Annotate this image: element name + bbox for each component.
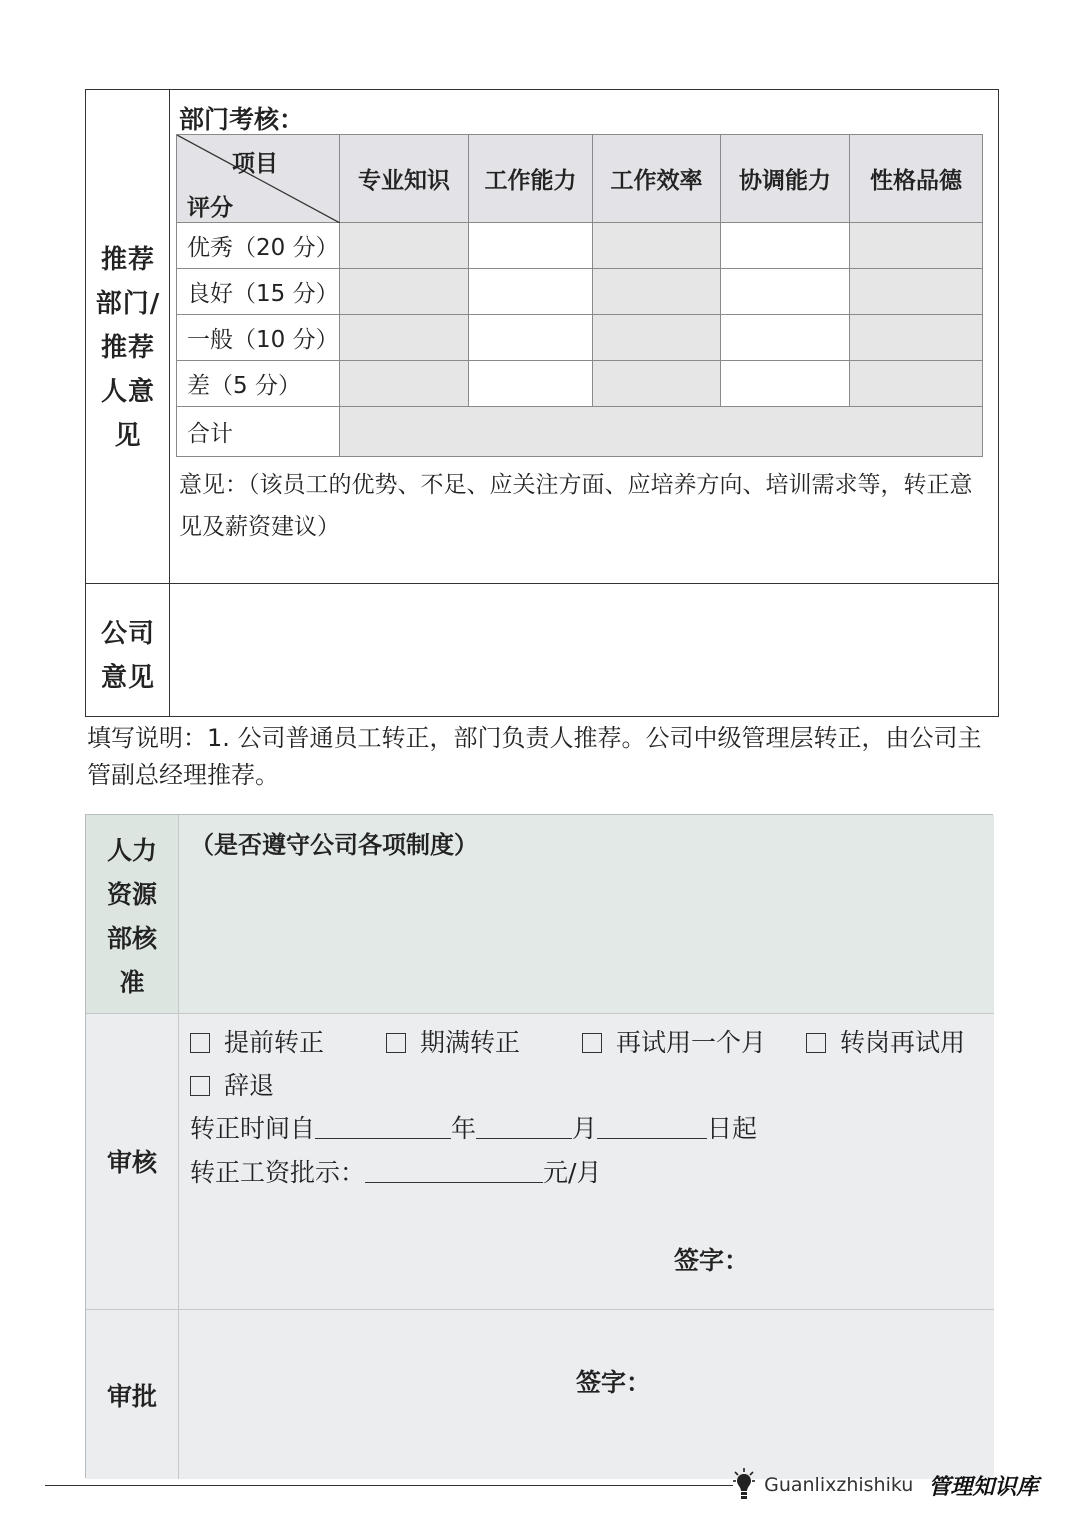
score-cell[interactable]: [850, 315, 983, 361]
day-field[interactable]: [597, 1116, 707, 1139]
hr-approval-label: 人力 资源 部核 准: [106, 836, 157, 997]
option-early-regularization[interactable]: [190, 1023, 324, 1059]
month-label: 月: [572, 1114, 598, 1143]
score-cell[interactable]: [593, 269, 721, 315]
footer-brand: [733, 1468, 1038, 1504]
month-field[interactable]: [476, 1116, 572, 1139]
option-transfer-trial[interactable]: [806, 1023, 965, 1059]
approval-form: [85, 814, 993, 1478]
year-field[interactable]: [315, 1116, 451, 1139]
fill-instructions: 填写说明：1. 公司普通员工转正，部门负责人推荐。公司中级管理层转正，由公司主管副总经理推荐。: [87, 724, 982, 789]
option-label: 期满转正: [420, 1028, 521, 1057]
score-cell[interactable]: [340, 269, 469, 315]
score-cell[interactable]: [469, 361, 593, 407]
table-row: [177, 269, 983, 315]
row-label: 良好（15 分）: [177, 269, 340, 315]
row-label: 优秀（20 分）: [177, 223, 340, 269]
opinion-prompt: 意见：（该员工的优势、不足、应关注方面、应培养方向、培训需求等，转正意见及薪资建议）: [179, 472, 973, 540]
total-label: 合计: [177, 407, 340, 457]
diag-header-score: 评分: [187, 195, 233, 221]
brand-chinese: 管理知识库: [928, 1473, 1039, 1500]
regularization-date-line: [190, 1109, 757, 1145]
col-header: 工作能力: [469, 135, 593, 223]
checkbox-icon[interactable]: [190, 1076, 210, 1096]
diagonal-header-cell: [177, 135, 340, 223]
option-label: 提前转正: [224, 1028, 325, 1057]
checkbox-icon[interactable]: [190, 1033, 210, 1053]
score-cell[interactable]: [721, 361, 850, 407]
score-cell[interactable]: [721, 269, 850, 315]
table-row: [177, 223, 983, 269]
score-cell[interactable]: [593, 223, 721, 269]
review-label: 审核: [106, 1148, 157, 1177]
row-label: 差（5 分）: [177, 361, 340, 407]
score-cell[interactable]: [721, 223, 850, 269]
footer-rule: [45, 1485, 733, 1486]
score-cell[interactable]: [469, 223, 593, 269]
row-label: 一般（10 分）: [177, 315, 340, 361]
score-cell[interactable]: [850, 361, 983, 407]
score-cell[interactable]: [469, 315, 593, 361]
brand-latin: Guanlixzhishiku: [764, 1474, 914, 1496]
diag-header-item: 项目: [232, 151, 278, 177]
option-term-regularization[interactable]: [386, 1023, 520, 1059]
score-cell[interactable]: [469, 269, 593, 315]
checkbox-icon[interactable]: [582, 1033, 602, 1053]
score-cell[interactable]: [593, 315, 721, 361]
option-label: 辞退: [224, 1071, 275, 1100]
lightbulb-icon: [733, 1468, 755, 1502]
score-grid: [176, 134, 983, 457]
score-cell[interactable]: [850, 223, 983, 269]
form-divider-horizontal: [86, 583, 998, 584]
score-cell[interactable]: [340, 223, 469, 269]
table-row: [177, 361, 983, 407]
score-cell[interactable]: [340, 361, 469, 407]
date-prefix: 转正时间自: [190, 1114, 316, 1143]
col-header: 专业知识: [340, 135, 469, 223]
option-dismiss[interactable]: [190, 1066, 274, 1102]
option-label: 再试用一个月: [616, 1028, 767, 1057]
year-label: 年: [451, 1114, 477, 1143]
dept-assessment-title: 部门考核：: [179, 105, 305, 134]
total-cell[interactable]: [340, 407, 983, 457]
score-cell[interactable]: [850, 269, 983, 315]
salary-unit: 元/月: [543, 1158, 602, 1187]
salary-line: [190, 1153, 601, 1189]
score-cell[interactable]: [721, 315, 850, 361]
salary-field[interactable]: [365, 1160, 543, 1183]
col-header: 协调能力: [721, 135, 850, 223]
score-cell[interactable]: [593, 361, 721, 407]
col-header: 性格品德: [850, 135, 983, 223]
table-row-total: [177, 407, 983, 457]
recommendation-form: [85, 89, 999, 717]
checkbox-icon[interactable]: [386, 1033, 406, 1053]
col-header: 工作效率: [593, 135, 721, 223]
salary-prefix: 转正工资批示：: [190, 1158, 366, 1187]
approve-label: 审批: [106, 1382, 157, 1411]
company-opinion-label: 公司 意见: [100, 619, 155, 693]
day-label: 日起: [707, 1114, 758, 1143]
checkbox-icon[interactable]: [806, 1033, 826, 1053]
option-extend-probation[interactable]: [582, 1023, 766, 1059]
hr-compliance-note: （是否遵守公司各项制度）: [190, 831, 478, 859]
score-cell[interactable]: [340, 315, 469, 361]
option-label: 转岗再试用: [840, 1028, 966, 1057]
review-signature-label: 签字：: [674, 1246, 750, 1275]
approve-signature-label: 签字：: [576, 1368, 652, 1397]
recommend-opinion-label: 推荐 部门/ 推荐 人意 见: [95, 245, 161, 451]
table-row: [177, 315, 983, 361]
